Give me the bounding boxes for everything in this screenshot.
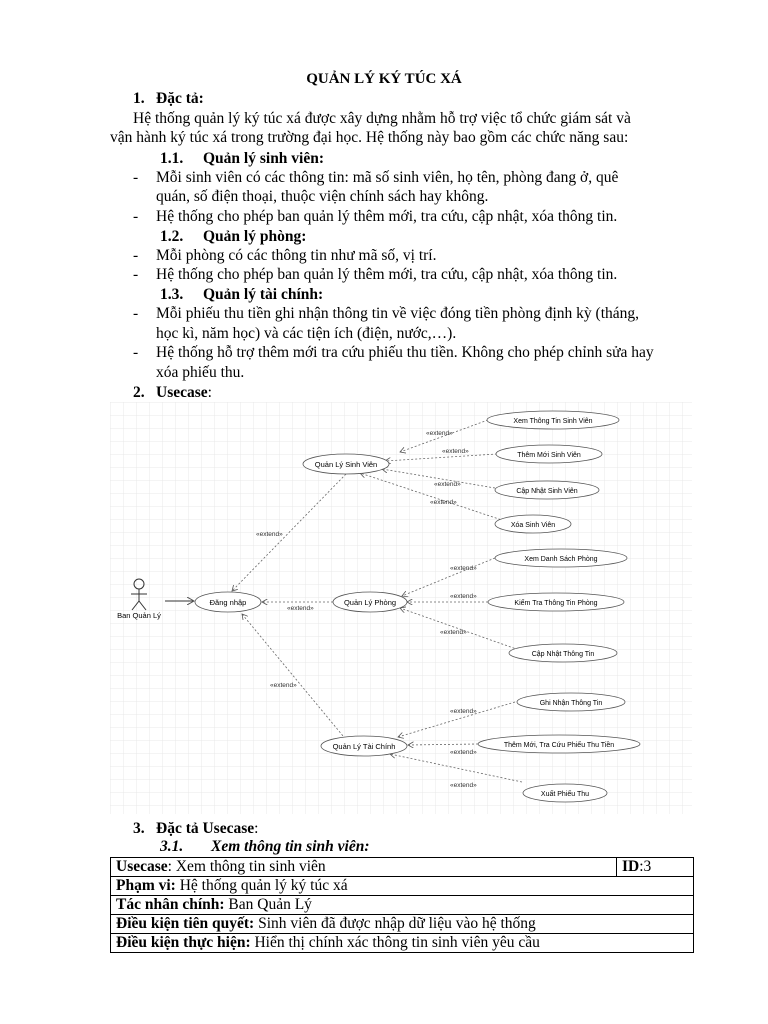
usecase-item-label: Xem Danh Sách Phòng <box>524 556 598 563</box>
usecase-item-label: Thêm Mới Sinh Viên <box>517 452 581 459</box>
bullet-text: Hệ thống hỗ trợ thêm mới tra cứu phiếu thu tiền. Không cho phép chỉnh sửa hay <box>156 344 654 361</box>
bullet-dash: - <box>133 208 139 225</box>
usecase-item-label: Xóa Sinh Viên <box>510 522 556 529</box>
intro-line-1: Hệ thống quản lý ký túc xá được xây dựng nhằm hỗ trợ việc tổ chức giám sát và <box>133 110 631 127</box>
bullet-text: Mỗi sinh viên có các thông tin: mã số sinh viên, họ tên, phòng đang ở, quê <box>156 169 619 186</box>
table-row <box>111 858 694 877</box>
usecase-item-label: Xem Thông Tin Sinh Viên <box>513 418 593 425</box>
extend-label: «extend» <box>442 448 469 455</box>
bullet-dash: - <box>133 344 139 361</box>
usecase-cell: Usecase: Xem thông tin sinh viên <box>111 858 617 877</box>
section-3-number: 3. <box>133 820 145 837</box>
subsection-1-3-number: 1.3. <box>160 286 184 303</box>
bullet-text: xóa phiếu thu. <box>156 364 245 381</box>
usecase-item-label: Thêm Mới, Tra Cứu Phiếu Thu Tiền <box>503 742 615 749</box>
subsection-3-1-number: 3.1. <box>160 838 184 855</box>
bullet-text: quán, số điện thoại, thuộc viện chính sách hay không. <box>156 188 489 205</box>
table-row <box>111 896 694 915</box>
table-row <box>111 934 694 953</box>
usecase-item-label: Kiểm Tra Thông Tin Phòng <box>514 600 598 607</box>
table-row <box>111 877 694 896</box>
section-3-heading: Đặc tả Usecase: <box>156 820 259 837</box>
section-2-number: 2. <box>133 384 145 401</box>
usecase-login-label: Đăng nhập <box>209 598 247 607</box>
usecase-finance-label: Quản Lý Tài Chính <box>332 742 396 751</box>
bullet-text: Mỗi phòng có các thông tin như mã số, vị trí. <box>156 247 437 264</box>
section-1-number: 1. <box>133 90 145 107</box>
usecase-spec-table <box>110 857 694 953</box>
bullet-text: Mỗi phiếu thu tiền ghi nhận thông tin về việc đóng tiền phòng định kỳ (tháng, <box>156 305 640 322</box>
subsection-1-1-heading: Quản lý sinh viên: <box>203 150 325 167</box>
extend-label: «extend» <box>426 430 453 437</box>
extend-label: «extend» <box>270 682 297 689</box>
postcondition-cell: Điều kiện thực hiện: Hiển thị chính xác thông tin sinh viên yêu cầu <box>111 934 694 953</box>
subsection-3-1-heading: Xem thông tin sinh viên: <box>211 838 370 855</box>
extend-label: «extend» <box>450 782 477 789</box>
bullet-dash: - <box>133 169 139 186</box>
table-row <box>111 915 694 934</box>
extend-label: «extend» <box>287 605 314 612</box>
section-2-heading: Usecase: <box>156 384 212 401</box>
usecase-student-label: Quản Lý Sinh Viên <box>314 460 378 469</box>
bullet-text: Hệ thống cho phép ban quản lý thêm mới, tra cứu, cập nhật, xóa thông tin. <box>156 208 618 225</box>
bullet-text: học kì, năm học) và các tiện ích (điện, nước,…). <box>156 325 457 342</box>
subsection-1-2-number: 1.2. <box>160 228 184 245</box>
extend-label: «extend» <box>440 629 467 636</box>
usecase-item-label: Ghi Nhận Thông Tin <box>539 700 603 707</box>
document-title: QUẢN LÝ KÝ TÚC XÁ <box>306 71 462 87</box>
intro-line-2: vận hành ký túc xá trong trường đại học. Hệ thống này bao gồm các chức năng sau: <box>110 129 629 146</box>
extend-label: «extend» <box>450 708 477 715</box>
precondition-cell: Điều kiện tiên quyết: Sinh viên đã được nhập dữ liệu vào hệ thống <box>111 915 694 934</box>
section-1-heading: Đặc tả: <box>156 90 204 107</box>
extend-label: «extend» <box>450 749 477 756</box>
actor-label: Ban Quản Lý <box>117 611 161 620</box>
bullet-dash: - <box>133 305 139 322</box>
scope-cell: Phạm vi: Hệ thống quản lý ký túc xá <box>111 877 694 896</box>
usecase-item-label: Cập Nhật Sinh Viên <box>516 488 578 495</box>
extend-label: «extend» <box>256 531 283 538</box>
bullet-dash: - <box>133 247 139 264</box>
bullet-dash: - <box>133 266 139 283</box>
actor-cell: Tác nhân chính: Ban Quản Lý <box>111 896 694 915</box>
usecase-room-label: Quản Lý Phòng <box>343 598 397 607</box>
extend-label: «extend» <box>450 593 477 600</box>
subsection-1-2-heading: Quản lý phòng: <box>203 228 307 245</box>
usecase-diagram <box>110 402 692 814</box>
subsection-1-1-number: 1.1. <box>160 150 184 167</box>
extend-label: «extend» <box>434 481 461 488</box>
bullet-text: Hệ thống cho phép ban quản lý thêm mới, tra cứu, cập nhật, xóa thông tin. <box>156 266 618 283</box>
subsection-1-3-heading: Quản lý tài chính: <box>203 286 324 303</box>
usecase-item-label: Cập Nhật Thông Tin <box>531 651 595 658</box>
usecase-item-label: Xuất Phiếu Thu <box>540 791 590 798</box>
id-cell: ID:3 <box>617 858 694 877</box>
extend-label: «extend» <box>450 565 477 572</box>
extend-label: «extend» <box>430 499 457 506</box>
